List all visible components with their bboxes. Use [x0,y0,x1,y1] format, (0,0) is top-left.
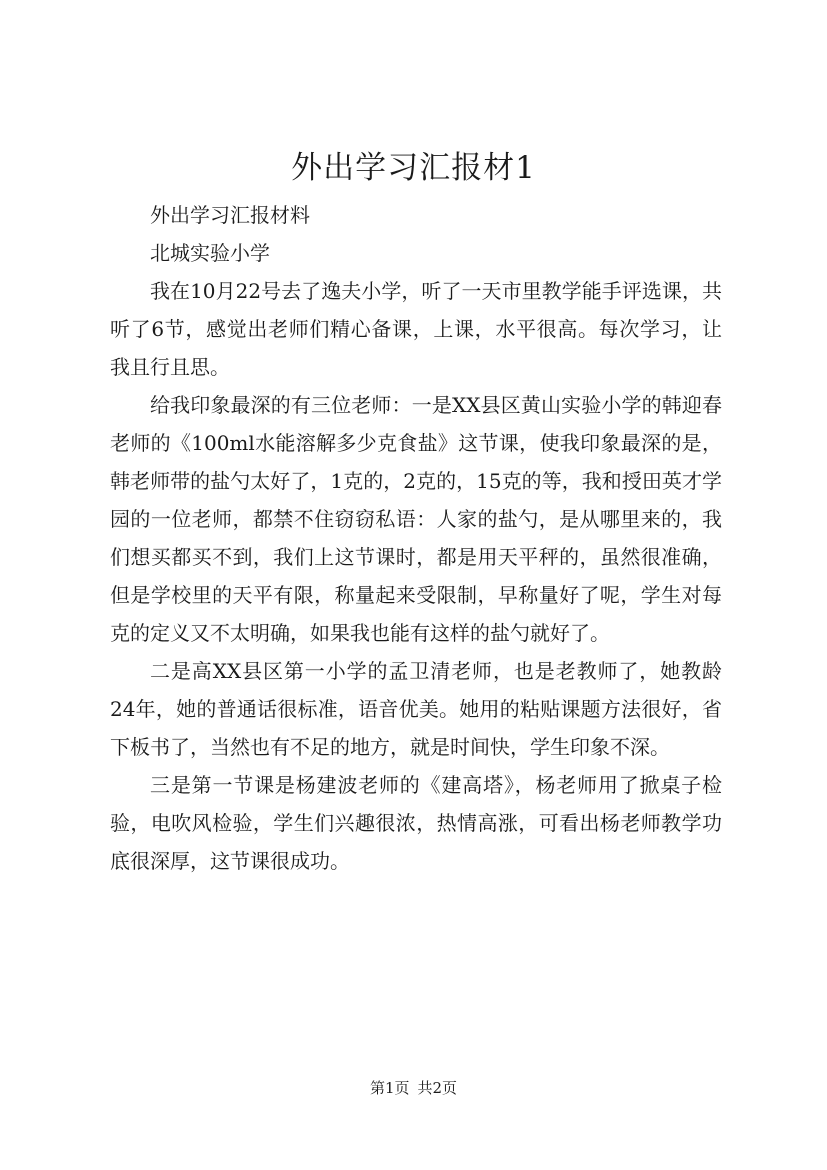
document-title: 外出学习汇报材1 [291,150,536,186]
paragraph-school: 北城实验小学 [150,241,270,265]
paragraph-subtitle: 外出学习汇报材料 [150,203,310,227]
document-body [110,196,722,880]
paragraph: 二是高XX县区第一小学的孟卫清老师，也是老教师了，她教龄24年，她的普通话很标准，语音优美。她用的粘贴课题方法很好，省下板书了，当然也有不足的地方，就是时间快，学生印象不深。 [110,659,722,759]
page-footer [0,1078,827,1098]
paragraph: 三是第一节课是杨建波老师的《建高塔》，杨老师用了掀桌子检验，电吹风检验，学生们兴趣很浓，热情高涨，可看出杨老师教学功底很深厚，这节课很成功。 [110,773,722,873]
paragraph: 给我印象最深的有三位老师：一是XX县区黄山实验小学的韩迎春老师的《100ml水能溶解多少克食盐》这节课，使我印象最深的是，韩老师带的盐勺太好了，1克的，2克的，15克的等，我和授田英才学园的一位老师，都禁不住窃窃私语：人家的盐勺，是从哪里来的，我们想买都买不到，我们上这节课时，都是用天平秤的，虽然很准确，但是学校里的天平有限，称量起来受限制，早称量好了呢，学生对每克的定义又不太明确，如果我也能有这样的盐勺就好了。 [110,393,722,645]
paragraph: 我在10月22号去了逸夫小学，听了一天市里教学能手评选课，共听了6节，感觉出老师们精心备课，上课，水平很高。每次学习，让我且行且思。 [110,279,722,379]
page-total: 共2页 [417,1079,458,1097]
page-number: 第1页 [369,1079,410,1097]
